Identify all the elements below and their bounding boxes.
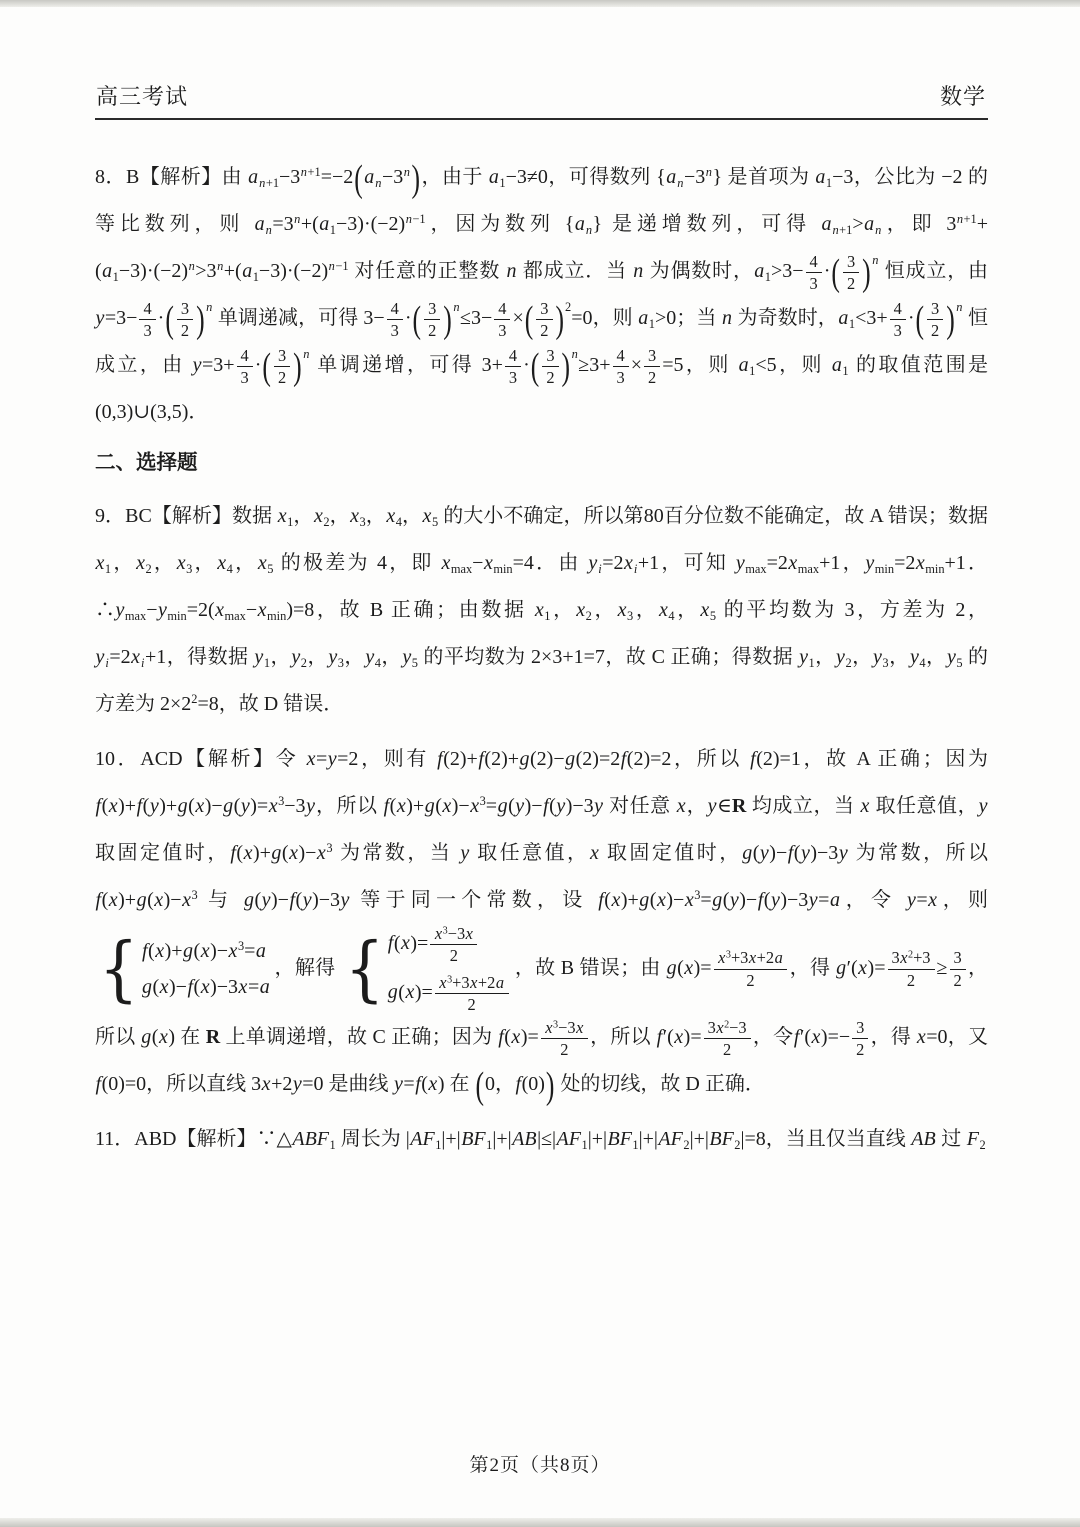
solution-paragraph-10: 10．ACD【解析】令 x=y=2，则有 f(2)+f(2)+g(2)−g(2)=2f(2)=2，所以 f(2)=1，故 A 正确；因为 $f(x)+f(y)+g(x)-g(y)=x^3-3y$，所以 $f(x)+g(x)-x^3=g(y)-f(y)-3y$ 对任意 x，y∈R 均成立，当 x 取任意值，y 取固定值时，$f(x)+g(x)-x^3$ 为常数，当 y 取任意值，x 取固定值时，g(y)−f(y)−3y 为常数，所以 $f(x)+g(x)-x^3$ 与 g(y)−f(y)−3y 等于同一个常数，设 $f(x)+g(x)-x^3=g(y)-f(y)-3y=a$，令 y=x，则 { $f(x)+g(x)-x^3=a$ g(x)−f(x)−3x=a ，解得 { f(x)= $\frac{x^3-3x}{2}$ g(x)= $\frac{x^3+3x+2a}{2}$ ，故 B 错误；由 g(x)= $\frac{x^3+3x+2a}{2}$ ，得 g′(x)= $\frac{3x^2+3}{2}$ ≥ $\frac{3}{2}$ ，所以 g(x) 在 R 上单调递增，故 C 正确；因为 f(x)= $\frac{x^3-3x}{2}$ ，所以 f′(x)= $\frac{3x^2-3}{2}$ ，令f′(x)=− $\frac{3}{2}$ ，得 x=0，又 f(0)=0，所以直线 3x+2y=0 是曲线 y=f(x) 在 (0，f(0)) 处的切线，故 D 正确．	[95, 747, 989, 1108]
solution-paragraph-9: 9．BC【解析】数据 $x_1$，$x_2$，$x_3$，$x_4$，$x_5$ 的大小不确定，所以第80百分位数不能确定，故 A 错误；数据 $x_1$，$x_2$，$x_3$，$x_4$，$x_5$ 的极差为 4，即 $x_{max}-x_{min}=4$．由 $y_i=2x_i+1$，可知 $y_{max}=2x_{max}+1$，$y_{min}=2x_{min}+1$．$\therefore y_{max}-y_{min}=2(x_{max}-x_{min})=8$，故 B 正确；由数据 $x_1$，$x_2$，$x_3$，$x_4$，$x_5$ 的平均数为 3，方差为 2，$y_i=2x_i+1$，得数据 $y_1$，$y_2$，$y_3$，$y_4$，$y_5$ 的平均数为 2×3+1=7，故 C 正确；得数据 $y_1$，$y_2$，$y_3$，$y_4$，$y_5$ 的方差为 $2\times 2^2=8$，故 D 错误．	[95, 504, 989, 715]
header-exam-title: 高三考试	[96, 84, 189, 109]
solution-paragraph-8: 8．B【解析】由 $a_{n+1}-3^{n+1}=-2(a_n-3^n)$，由于 $a_1-3\ne 0$，可得数列 $\{a_n-3^n\}$ 是首项为 $a_1-3$，公比为 −2 的等比数列，则 $a_n=3^n+(a_1-3)\cdot(-2)^{n-1}$，因为数列 $\{a_n\}$ 是递增数列，可得 $a_{n+1}>a_n$，即 $3^{n+1}+(a_1-3)\cdot(-2)^n>3^n+(a_1-3)\cdot(-2)^{n-1}$ 对任意的正整数 n 都成立．当 n 为偶数时，$a_1>3-$ $\frac{4}{3}$ ·( $\frac{3}{2}$ ) $^n$ 恒成立，由 y=3− $\frac{4}{3}$ ·( $\frac{3}{2}$ ) $^n$ 单调递减，可得 3− $\frac{4}{3}$ ·( $\frac{3}{2}$ ) $^n$≤3− $\frac{4}{3}$ ×( $\frac{3}{2}$ )$^2$=0，则 $a_1>0$；当 n 为奇数时，$a_1<3+$ $\frac{4}{3}$ ·( $\frac{3}{2}$ ) $^n$ 恒成立，由 y=3+ $\frac{4}{3}$ ·( $\frac{3}{2}$ ) $^n$ 单调递增，可得 3+ $\frac{4}{3}$ ·( $\frac{3}{2}$ ) $^n$≥3+ $\frac{4}{3}$ × $\frac{3}{2}$ =5，则 $a_1<5$，则 $a_1$ 的取值范围是 (0,3)∪(3,5)．	[95, 156, 989, 423]
header-subject-title: 数学	[939, 84, 986, 109]
page-header	[95, 80, 988, 118]
solution-paragraph-11: 11．ABD【解析】$\because\triangle ABF_1$ 周长为 $|AF_1|+|BF_1|+|AB|\le|AF_1|+|BF_1|+|AF_2|+|BF_2|=8$，当且仅当直线 AB 过 $F_2$	[95, 1128, 986, 1153]
scan-edge-bottom	[0, 1518, 1080, 1527]
scan-edge-top	[0, 0, 1080, 7]
page-number-label: 第2页（共8页）	[469, 1455, 611, 1476]
solutions-content	[95, 154, 988, 1163]
page-footer	[0, 1450, 1080, 1477]
section-heading-multiple-choice: 二、选择题	[95, 452, 198, 474]
header-divider	[95, 118, 988, 120]
